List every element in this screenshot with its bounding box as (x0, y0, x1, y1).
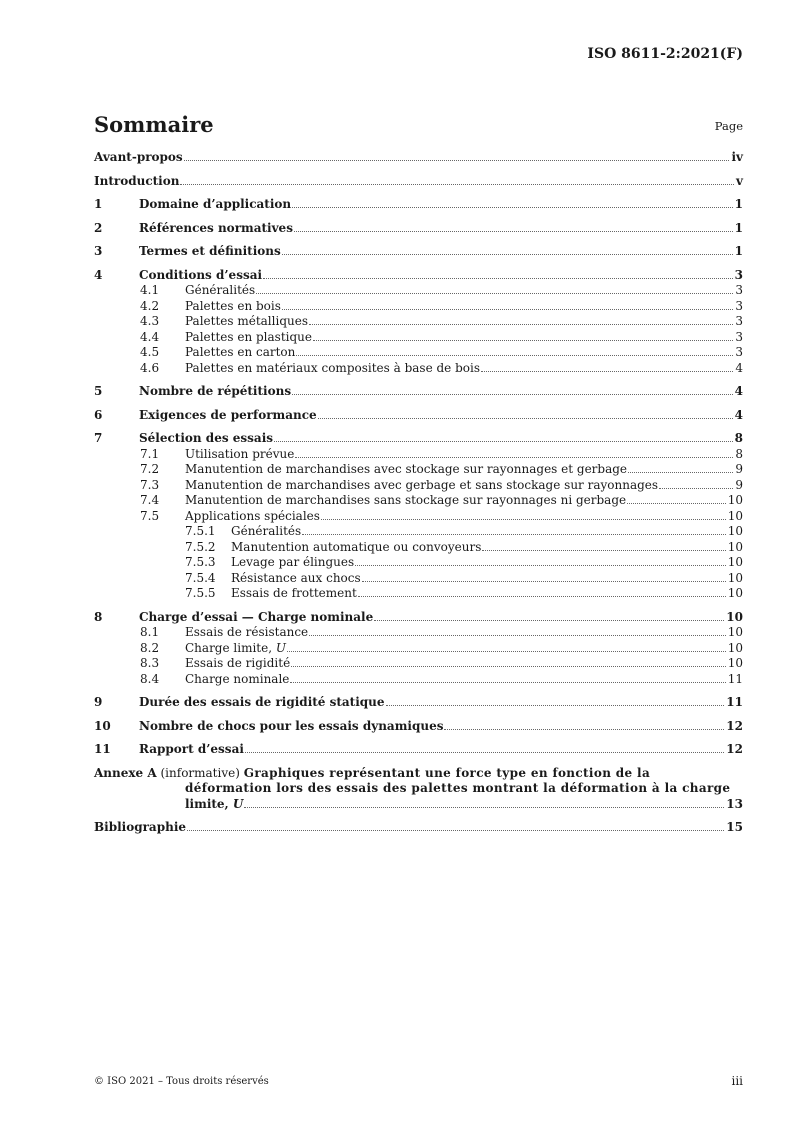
toc-entry-page: 10 (727, 493, 743, 507)
toc-entry-page: 10 (727, 524, 743, 538)
toc-entry-number: 7.5.4 (185, 570, 216, 585)
toc-entry-label: Manutention de marchandises avec stockage sur rayonnages et gerbage (185, 462, 628, 476)
toc-entry[interactable] (94, 244, 743, 260)
page-title: Sommaire (94, 112, 214, 137)
toc-entry-number: 7.5.5 (185, 586, 216, 600)
toc-entry-number: 9 (94, 695, 103, 709)
toc-entry-page: 10 (727, 640, 743, 655)
toc-entry-number: 4.5 (140, 345, 160, 359)
toc-entry-page: 4 (734, 384, 743, 398)
leader-dots (313, 340, 733, 341)
annex-page-number: 13 (726, 796, 743, 811)
toc-entry-number: 2 (94, 220, 103, 235)
leader-dots (274, 441, 733, 442)
toc-entry-number: 8.3 (140, 656, 160, 670)
toc-entry[interactable] (94, 314, 743, 330)
toc-entry-page: 10 (727, 586, 743, 600)
toc-entry-page: 3 (735, 329, 743, 344)
toc-entry[interactable] (94, 555, 743, 571)
toc-entry-number: 4.2 (140, 298, 160, 313)
toc-entries (94, 150, 743, 758)
toc-entry-page: 4 (734, 407, 743, 422)
leader-dots (481, 371, 733, 372)
toc-entry-number: 4.4 (140, 329, 160, 344)
toc-entry-page: 8 (734, 431, 743, 445)
toc-entry-number: 4.3 (140, 314, 160, 328)
toc-entry-label: Résistance aux chocs (231, 570, 361, 585)
toc-entry-label: Palettes en matériaux composites à base de bois (185, 360, 480, 375)
toc-entry-label: Charge nominale (185, 671, 290, 686)
toc-entry-page: v (736, 173, 743, 188)
toc-entry-page: 1 (734, 244, 743, 258)
toc-entry-label: Conditions d’essai (139, 267, 263, 282)
toc-entry-number: 3 (94, 244, 103, 258)
toc-entry-page: 11 (726, 695, 743, 709)
toc-entry[interactable] (94, 150, 743, 166)
toc-entry-number: 10 (94, 718, 111, 733)
toc-entry-label: Manutention automatique ou convoyeurs (231, 539, 482, 554)
toc-entry-label: Durée des essais de rigidité statique (139, 695, 385, 709)
leader-dots (374, 620, 724, 621)
toc-entry-page: 3 (734, 267, 743, 282)
toc-entry-label: Levage par élingues (231, 555, 355, 569)
bibliography-page-number: 15 (726, 820, 743, 834)
leader-dots (444, 729, 724, 730)
toc-entry[interactable] (94, 742, 743, 758)
toc-entry[interactable] (94, 174, 743, 190)
toc-entry-label: Avant-propos (94, 150, 183, 164)
toc-entry-page: 10 (726, 609, 743, 624)
leader-dots (318, 418, 733, 419)
toc-entry-number: 7.4 (140, 493, 160, 507)
toc-entry-page: 12 (726, 718, 743, 733)
toc-entry-label: Références normatives (139, 220, 293, 235)
leader-dots (386, 705, 725, 706)
leader-dots (291, 666, 726, 667)
toc-entry-label: Exigences de performance (139, 407, 317, 422)
toc-entry-label: Essais de frottement (231, 586, 357, 600)
toc-entry-number: 4 (94, 267, 103, 282)
toc-entry[interactable] (94, 656, 743, 672)
bibliography-label: Bibliographie (94, 820, 187, 834)
toc-entry[interactable] (94, 641, 743, 657)
leader-dots (302, 534, 726, 535)
toc-entry-number: 7.5.1 (185, 524, 216, 538)
toc-entry-number: 7.1 (140, 446, 160, 461)
toc-entry-page: 3 (735, 283, 743, 297)
toc-entry-number: 7.2 (140, 462, 160, 476)
toc-entry-page: 1 (734, 220, 743, 235)
table-of-contents (94, 150, 743, 836)
leader-dots (244, 807, 724, 808)
toc-entry[interactable] (94, 384, 743, 400)
toc-entry[interactable] (94, 361, 743, 377)
toc-entry[interactable] (94, 493, 743, 509)
toc-entry-number: 7.3 (140, 477, 160, 492)
toc-entry-number: 7.5.2 (185, 539, 216, 554)
toc-entry-bibliography[interactable] (94, 820, 743, 836)
toc-entry-label: Charge limite, U (185, 640, 286, 655)
leader-dots (290, 682, 725, 683)
toc-entry-label: Généralités (231, 524, 302, 538)
toc-entry-annex-a[interactable] (94, 766, 743, 813)
toc-entry-number: 8.1 (140, 625, 160, 639)
toc-entry[interactable] (94, 672, 743, 688)
leader-dots (184, 160, 730, 161)
toc-entry-label: Rapport d’essai (139, 742, 244, 756)
toc-entry[interactable] (94, 345, 743, 361)
toc-entry[interactable] (94, 586, 743, 602)
leader-dots (245, 752, 724, 753)
toc-entry-number: 8 (94, 609, 103, 624)
leader-dots (355, 565, 726, 566)
toc-entry[interactable] (94, 447, 743, 463)
leader-dots (263, 278, 733, 279)
toc-entry-page: 8 (735, 446, 743, 461)
toc-entry[interactable] (94, 610, 743, 626)
toc-entry-page: 3 (735, 298, 743, 313)
leader-dots (292, 394, 733, 395)
toc-entry-label: Palettes en carton (185, 345, 296, 359)
toc-entry-page: 10 (727, 539, 743, 554)
toc-entry[interactable] (94, 283, 743, 299)
leader-dots (659, 488, 733, 489)
toc-entry-label: Introduction (94, 173, 180, 188)
toc-entry-label: Domaine d’application (139, 197, 292, 211)
annex-title-line-1: Graphiques représentant une force type en fonction de la (243, 765, 651, 780)
leader-dots (180, 184, 734, 185)
toc-entry-label: Essais de résistance (185, 625, 309, 639)
leader-dots (309, 324, 733, 325)
toc-entry-label: Applications spéciales (185, 508, 320, 523)
toc-entry-label: Utilisation prévue (185, 446, 295, 461)
leader-dots (309, 635, 726, 636)
leader-dots (296, 355, 733, 356)
leader-dots (321, 519, 726, 520)
toc-entry-number: 7 (94, 431, 103, 445)
toc-entry[interactable] (94, 509, 743, 525)
toc-entry-page: 10 (727, 625, 743, 639)
leader-dots (282, 254, 733, 255)
leader-dots (627, 503, 726, 504)
toc-entry-label: Termes et définitions (139, 244, 281, 258)
toc-entry-label: Manutention de marchandises sans stockage sur rayonnages ni gerbage (185, 493, 627, 507)
toc-entry-page: 11 (727, 671, 743, 686)
toc-entry-page: 12 (726, 742, 743, 756)
toc-entry-page: 9 (735, 477, 743, 492)
toc-entry-number: 1 (94, 197, 103, 211)
toc-entry[interactable] (94, 719, 743, 735)
toc-entry[interactable] (94, 268, 743, 284)
copyright-notice: © ISO 2021 – Tous droits réservés (94, 1076, 269, 1087)
toc-entry-number: 6 (94, 407, 103, 422)
toc-entry-number: 11 (94, 742, 111, 756)
leader-dots (282, 309, 733, 310)
toc-entry-page: 3 (735, 345, 743, 359)
toc-entry-label: Palettes métalliques (185, 314, 308, 328)
toc-entry[interactable] (94, 408, 743, 424)
leader-dots (187, 830, 724, 831)
toc-entry-page: 9 (735, 462, 743, 476)
leader-dots (292, 207, 733, 208)
toc-entry-label: Essais de rigidité (185, 656, 291, 670)
toc-entry-label: Palettes en bois (185, 298, 281, 313)
leader-dots (256, 293, 733, 294)
toc-entry-page: 4 (735, 360, 743, 375)
toc-entry-number: 4.6 (140, 360, 160, 375)
document-code: ISO 8611-2:2021(F) (587, 46, 743, 62)
toc-entry[interactable] (94, 478, 743, 494)
toc-entry-page: 3 (735, 314, 743, 328)
toc-entry-page: 10 (727, 570, 743, 585)
toc-entry-page: 10 (727, 555, 743, 569)
toc-entry-page: iv (731, 150, 743, 164)
toc-entry-number: 7.5.3 (185, 555, 216, 569)
toc-entry[interactable] (94, 197, 743, 213)
toc-entry[interactable] (94, 571, 743, 587)
toc-entry[interactable] (94, 299, 743, 315)
annex-title-line-2: déformation lors des essais des palettes montrant la déformation à la charge (185, 781, 731, 795)
toc-entry[interactable] (94, 540, 743, 556)
toc-entry-page: 10 (727, 656, 743, 670)
leader-dots (295, 457, 733, 458)
toc-entry[interactable] (94, 330, 743, 346)
annex-qualifier: (informative) (160, 765, 240, 780)
toc-entry[interactable] (94, 524, 743, 540)
toc-entry-number: 5 (94, 384, 103, 398)
page-number: iii (731, 1074, 743, 1088)
toc-entry-number: 8.4 (140, 671, 160, 686)
leader-dots (287, 651, 726, 652)
leader-dots (362, 581, 726, 582)
toc-entry[interactable] (94, 695, 743, 711)
toc-entry-number: 7.5 (140, 508, 160, 523)
toc-entry[interactable] (94, 462, 743, 478)
toc-entry[interactable] (94, 221, 743, 237)
toc-entry-number: 4.1 (140, 283, 160, 297)
toc-entry-label: Généralités (185, 283, 256, 297)
toc-entry-label: Sélection des essais (139, 431, 274, 445)
toc-entry[interactable] (94, 625, 743, 641)
leader-dots (482, 550, 725, 551)
leader-dots (294, 231, 733, 232)
leader-dots (628, 472, 733, 473)
toc-entry-page: 10 (727, 508, 743, 523)
annex-prefix: Annexe A (94, 765, 157, 780)
page-column-label: Page (714, 119, 743, 133)
annex-title-line-3: limite, U (185, 796, 244, 811)
toc-entry-label: Palettes en plastique (185, 329, 312, 344)
toc-entry-label: Nombre de répétitions (139, 384, 292, 398)
toc-entry[interactable] (94, 431, 743, 447)
toc-entry-page: 1 (734, 197, 743, 211)
toc-entry-number: 8.2 (140, 640, 160, 655)
toc-entry-label: Nombre de chocs pour les essais dynamiques (139, 718, 444, 733)
toc-entry-label: Charge d’essai — Charge nominale (139, 609, 374, 624)
leader-dots (358, 596, 726, 597)
toc-entry-label: Manutention de marchandises avec gerbage et sans stockage sur rayonnages (185, 477, 659, 492)
